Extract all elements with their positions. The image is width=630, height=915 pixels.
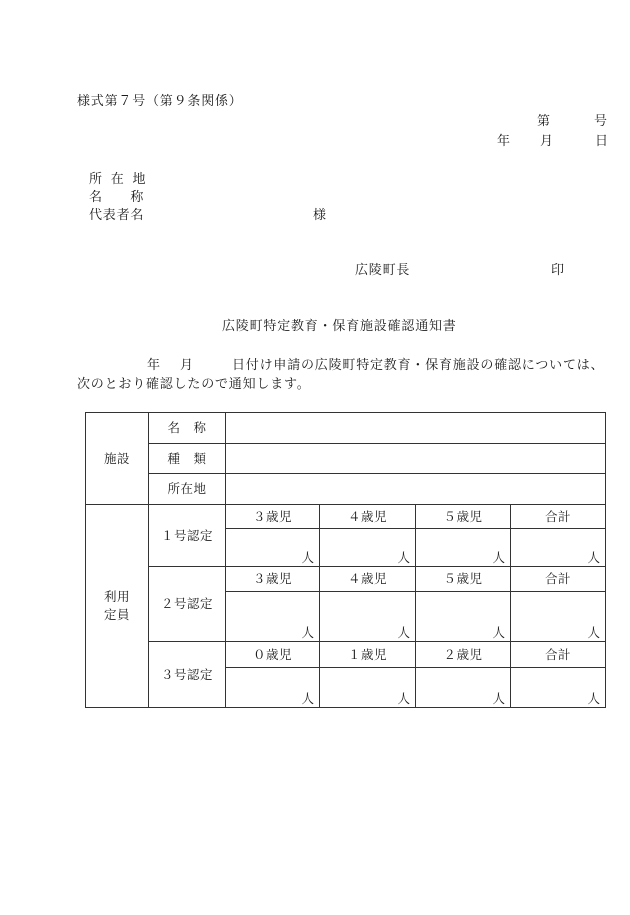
age-header: ４歳児 [320, 567, 416, 592]
facility-name-cell [226, 413, 606, 444]
recipient-name-label: 名 称 [89, 190, 145, 205]
capacity-total-cell [511, 592, 606, 642]
capacity-value-cell [416, 668, 511, 708]
age-header: ０歳児 [226, 642, 320, 668]
facility-type-cell [226, 444, 606, 474]
document-title: 広陵町特定教育・保育施設確認通知書 [222, 319, 457, 334]
capacity-value-cell [226, 668, 320, 708]
doc-number-prefix: 第 [537, 114, 551, 129]
age-header: ４歳児 [320, 505, 416, 529]
unit-label: 人 [492, 691, 505, 706]
date-month-label: 月 [540, 134, 554, 149]
total-header: 合計 [511, 505, 606, 529]
capacity-value-cell [226, 529, 320, 567]
unit-label: 人 [587, 625, 600, 640]
date-day-label: 日 [595, 134, 609, 149]
doc-number-suffix: 号 [594, 114, 608, 129]
unit-label: 人 [587, 550, 600, 565]
capacity-value-cell [416, 592, 511, 642]
date-year-label: 年 [497, 134, 511, 149]
capacity-value-cell [320, 668, 416, 708]
facility-label: 施設 [86, 413, 149, 505]
total-header: 合計 [511, 642, 606, 668]
facility-address-cell [226, 474, 606, 505]
certification-2-label: ２号認定 [149, 567, 226, 642]
unit-label: 人 [301, 691, 314, 706]
issuer-title: 広陵町長 [355, 263, 411, 278]
capacity-total-cell [511, 529, 606, 567]
unit-label: 人 [492, 625, 505, 640]
age-header: ５歳児 [416, 505, 511, 529]
body-line2-text: 次のとおり確認したので通知します。 [77, 377, 311, 392]
age-header: ２歳児 [416, 642, 511, 668]
body-month-label: 月 [180, 358, 194, 373]
age-header: １歳児 [320, 642, 416, 668]
age-header: ３歳児 [226, 505, 320, 529]
unit-label: 人 [397, 550, 410, 565]
unit-label: 人 [397, 625, 410, 640]
form-number: 様式第７号（第９条関係） [77, 94, 243, 109]
capacity-value-cell [320, 529, 416, 567]
total-header: 合計 [511, 567, 606, 592]
unit-label: 人 [587, 691, 600, 706]
facility-type-label: 種 類 [149, 444, 226, 474]
capacity-value-cell [320, 592, 416, 642]
facility-address-label: 所在地 [149, 474, 226, 505]
certification-1-label: １号認定 [149, 505, 226, 567]
recipient-address-label: 所 在 地 [89, 172, 147, 187]
confirmation-table [85, 412, 606, 708]
age-header: ３歳児 [226, 567, 320, 592]
unit-label: 人 [492, 550, 505, 565]
unit-label: 人 [301, 625, 314, 640]
capacity-label [86, 505, 149, 708]
unit-label: 人 [397, 691, 410, 706]
facility-name-label: 名 称 [149, 413, 226, 444]
body-year-label: 年 [147, 358, 161, 373]
capacity-value-cell [226, 592, 320, 642]
unit-label: 人 [301, 550, 314, 565]
capacity-value-cell [416, 529, 511, 567]
age-header: ５歳児 [416, 567, 511, 592]
body-line1-text: 日付け申請の広陵町特定教育・保育施設の確認については、 [232, 358, 605, 373]
capacity-label-line2: 定員 [103, 607, 130, 622]
capacity-label-line1: 利用 [103, 589, 130, 604]
issuer-seal: 印 [551, 263, 565, 278]
capacity-total-cell [511, 668, 606, 708]
recipient-representative-label: 代表者名 [89, 208, 145, 223]
recipient-honorific: 様 [313, 208, 327, 223]
certification-3-label: ３号認定 [149, 642, 226, 708]
